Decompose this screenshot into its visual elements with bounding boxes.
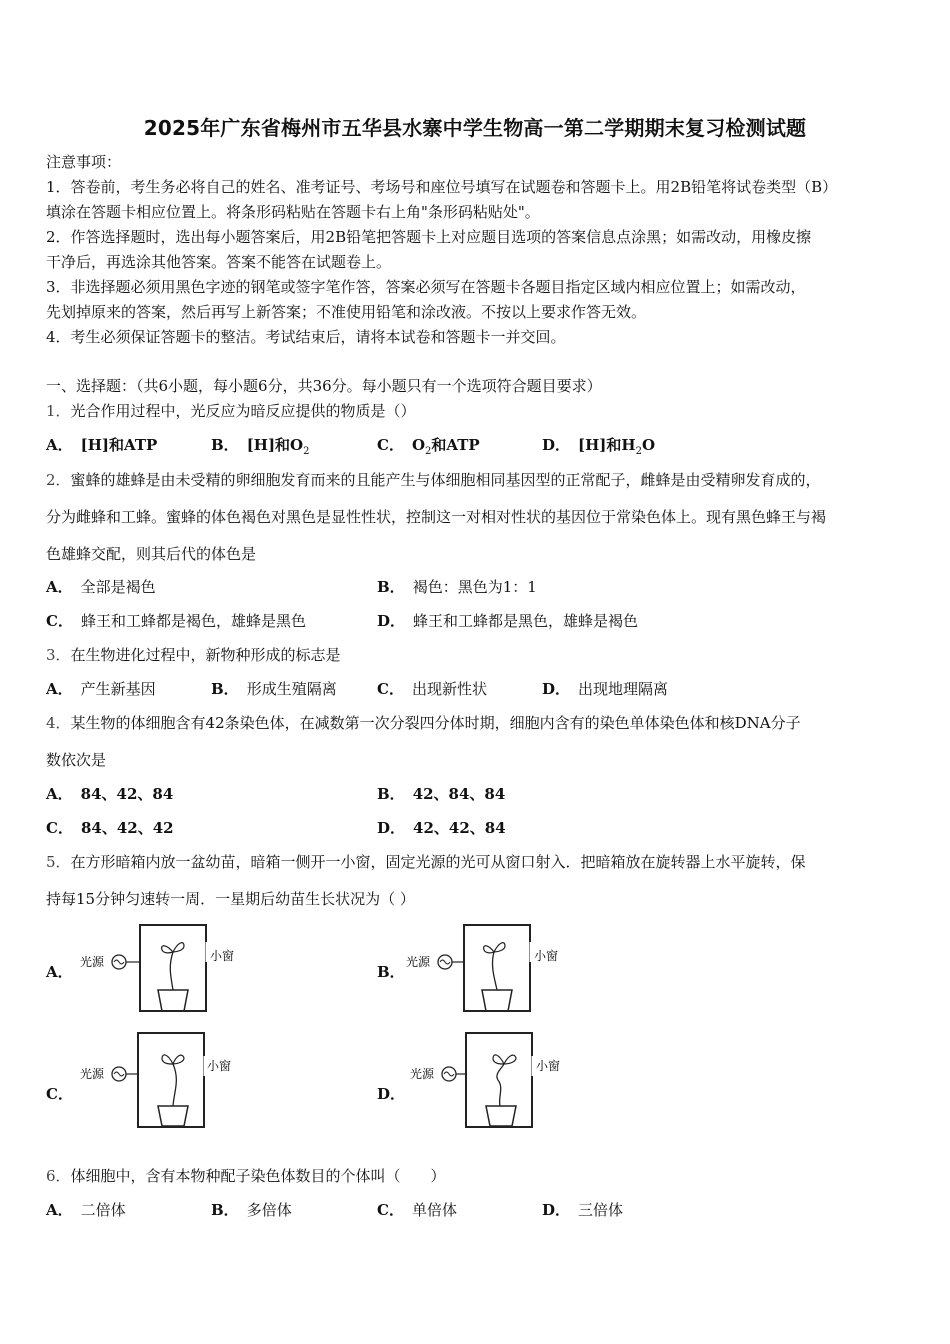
notice-heading: 注意事项： (46, 153, 122, 171)
light-source-icon (438, 955, 452, 969)
question-6-stem (46, 1166, 446, 1186)
light-source-icon (442, 1067, 456, 1081)
option-label: A． (46, 680, 73, 698)
q2-option-d (377, 611, 638, 631)
q2-option-a (46, 577, 156, 597)
dark-box (140, 925, 206, 1011)
question-3-stem (46, 645, 341, 665)
option-text: 42、84、84 (412, 785, 506, 803)
question-text: 光合作用过程中，光反应为暗反应提供的物质是（） (70, 402, 416, 420)
q1-option-b (211, 435, 310, 462)
option-label: B． (377, 785, 405, 803)
option-label: C． (46, 612, 73, 630)
q3-option-b (211, 679, 337, 699)
q2-option-c (46, 611, 306, 631)
section-heading: 一、选择题：（共6小题，每小题6分，共36分。每小题只有一个选项符合题目要求） (46, 377, 602, 395)
option-text: 出现新性状 (411, 680, 487, 698)
question-text: 蜜蜂的雄蜂是由未受精的卵细胞发育而来的且能产生与体细胞相同基因型的正常配子，雌蜂是由受精卵发育成的， (70, 471, 821, 489)
notice-line: 2．作答选择题时，选出每小题答案后，用2B铅笔把答题卡上对应题目选项的答案信息点涂黑；如需改动，用橡皮擦 (46, 228, 812, 246)
question-number: 5． (46, 853, 71, 871)
q5-figure-d (406, 1030, 576, 1130)
option-label: C． (377, 1201, 404, 1219)
notice-line: 先划掉原来的答案，然后再写上新答案；不准使用铅笔和涂改液。不按以上要求作答无效。 (46, 303, 647, 321)
window-label: 小窗 (534, 949, 559, 963)
q6-option-d (542, 1200, 623, 1220)
option-text: 产生新基因 (80, 680, 156, 698)
option-text: 和ATP (431, 436, 480, 454)
window-label: 小窗 (536, 1059, 561, 1073)
question-number: 2． (46, 471, 71, 489)
question-4-stem (46, 713, 801, 733)
question-2-stem-cont: 色雄蜂交配，则其后代的体色是 (46, 545, 257, 563)
q1-option-a (46, 435, 157, 455)
option-label: D． (377, 612, 406, 630)
dark-box (466, 1033, 532, 1127)
option-text: 褐色：黑色为1：1 (412, 578, 537, 596)
option-label: B． (211, 436, 239, 454)
q5-figure-b (402, 922, 572, 1014)
q6-option-a (46, 1200, 126, 1220)
q5-option-d-label: D． (377, 1085, 406, 1103)
question-number: 4． (46, 714, 71, 732)
option-label: A． (46, 785, 73, 803)
question-2-stem (46, 470, 821, 490)
light-source-label: 光源 (80, 955, 105, 969)
page-title: 2025年广东省梅州市五华县水寨中学生物高一第二学期期末复习检测试题 (143, 116, 807, 140)
question-5-stem (46, 852, 806, 872)
subscript: 2 (635, 446, 642, 457)
option-label: A． (46, 578, 73, 596)
option-label: C． (377, 680, 404, 698)
window-label: 小窗 (207, 1059, 232, 1073)
option-label: D． (377, 819, 406, 837)
option-text: 84、42、84 (80, 785, 174, 803)
notice-line: 填涂在答题卡相应位置上。将条形码粘贴在答题卡右上角"条形码粘贴处"。 (46, 203, 540, 221)
q5-figure-c (76, 1030, 246, 1130)
q3-option-a (46, 679, 156, 699)
pot-icon (158, 1106, 188, 1126)
light-source-label: 光源 (410, 1067, 435, 1081)
option-text: 多倍体 (246, 1201, 292, 1219)
option-text: [H]和ATP (80, 436, 158, 454)
option-text: [H]和O (246, 436, 304, 454)
pot-icon (486, 1106, 516, 1126)
option-text: [H]和H (578, 436, 636, 454)
notice-line: 干净后，再选涂其他答案。答案不能答在试题卷上。 (46, 253, 392, 271)
light-source-label: 光源 (80, 1067, 105, 1081)
q2-option-b (377, 577, 537, 597)
option-label: D． (542, 680, 571, 698)
pot-icon (482, 990, 512, 1011)
option-text: 单倍体 (411, 1201, 457, 1219)
q3-option-c (377, 679, 487, 699)
q5-option-c-label: C． (46, 1085, 73, 1103)
notice-line: 1．答卷前，考生务必将自己的姓名、准考证号、考场号和座位号填写在试题卷和答题卡上。用2B铅笔将试卷类型（B） (46, 178, 838, 196)
option-label: B． (211, 1201, 239, 1219)
question-text: 在生物进化过程中，新物种形成的标志是 (70, 646, 341, 664)
q4-option-b (377, 784, 505, 804)
light-source-label: 光源 (406, 955, 431, 969)
option-text: 三倍体 (578, 1201, 624, 1219)
question-number: 1． (46, 402, 71, 420)
dark-box (138, 1033, 204, 1127)
question-5-stem-cont: 持每15分钟匀速转一周．一星期后幼苗生长状况为（ ） (46, 890, 415, 908)
subscript: 2 (303, 446, 310, 457)
light-source-icon (112, 1067, 126, 1081)
option-label: D． (542, 436, 571, 454)
pot-icon (158, 990, 188, 1011)
q4-option-a (46, 784, 173, 804)
option-text: 蜂王和工蜂都是褐色，雄蜂是黑色 (80, 612, 306, 630)
option-text: O (641, 436, 656, 454)
q1-option-c (377, 435, 480, 462)
option-label: D． (542, 1201, 571, 1219)
light-source-icon (112, 955, 126, 969)
option-text: 蜂王和工蜂都是黑色，雄蜂是褐色 (413, 612, 639, 630)
q5-figure-a (76, 922, 246, 1014)
option-label: B． (377, 578, 405, 596)
option-text: 形成生殖隔离 (246, 680, 337, 698)
option-text: 84、42、42 (80, 819, 174, 837)
window-label: 小窗 (210, 949, 235, 963)
question-number: 6． (46, 1167, 71, 1185)
seedling-icon (484, 943, 505, 990)
question-text: 在方形暗箱内放一盆幼苗，暗箱一侧开一小窗，固定光源的光可从窗口射入．把暗箱放在旋转器上水平旋转，保 (70, 853, 806, 871)
q5-option-a-label: A． (46, 963, 73, 981)
seedling-icon (162, 943, 184, 990)
option-label: B． (211, 680, 239, 698)
question-2-stem-cont: 分为雌蜂和工蜂。蜜蜂的体色褐色对黑色是显性性状，控制这一对相对性状的基因位于常染色体上。现有黑色蜂王与褐 (46, 508, 827, 526)
question-1-stem (46, 401, 416, 421)
option-text: 42、42、84 (413, 819, 506, 837)
notice-line: 3．非选择题必须用黑色字迹的钢笔或签字笔作答，答案必须写在答题卡各题目指定区域内相应位置上；如需改动， (46, 278, 806, 296)
dark-box (464, 925, 530, 1011)
seedling-icon (493, 1055, 516, 1106)
option-label: A． (46, 436, 73, 454)
q5-option-b-label: B． (377, 963, 405, 981)
q6-option-b (211, 1200, 292, 1220)
option-text: O (411, 436, 426, 454)
q1-option-d (542, 435, 655, 462)
option-label: C． (46, 819, 73, 837)
question-text: 某生物的体细胞含有42条染色体，在减数第一次分裂四分体时期，细胞内含有的染色单体染色体和核DNA分子 (70, 714, 801, 732)
question-number: 3． (46, 646, 71, 664)
q3-option-d (542, 679, 668, 699)
question-4-stem-cont: 数依次是 (46, 751, 107, 769)
option-label: A． (46, 1201, 73, 1219)
notice-line: 4．考生必须保证答题卡的整洁。考试结束后，请将本试卷和答题卡一并交回。 (46, 328, 566, 346)
option-text: 全部是褐色 (80, 578, 156, 596)
q6-option-c (377, 1200, 457, 1220)
question-text: 体细胞中，含有本物种配子染色体数目的个体叫（ ） (70, 1167, 446, 1185)
q4-option-c (46, 818, 174, 838)
q4-option-d (377, 818, 506, 838)
option-text: 出现地理隔离 (578, 680, 669, 698)
option-label: C． (377, 436, 404, 454)
subscript: 2 (425, 446, 432, 457)
seedling-icon (162, 1055, 184, 1106)
option-text: 二倍体 (80, 1201, 126, 1219)
